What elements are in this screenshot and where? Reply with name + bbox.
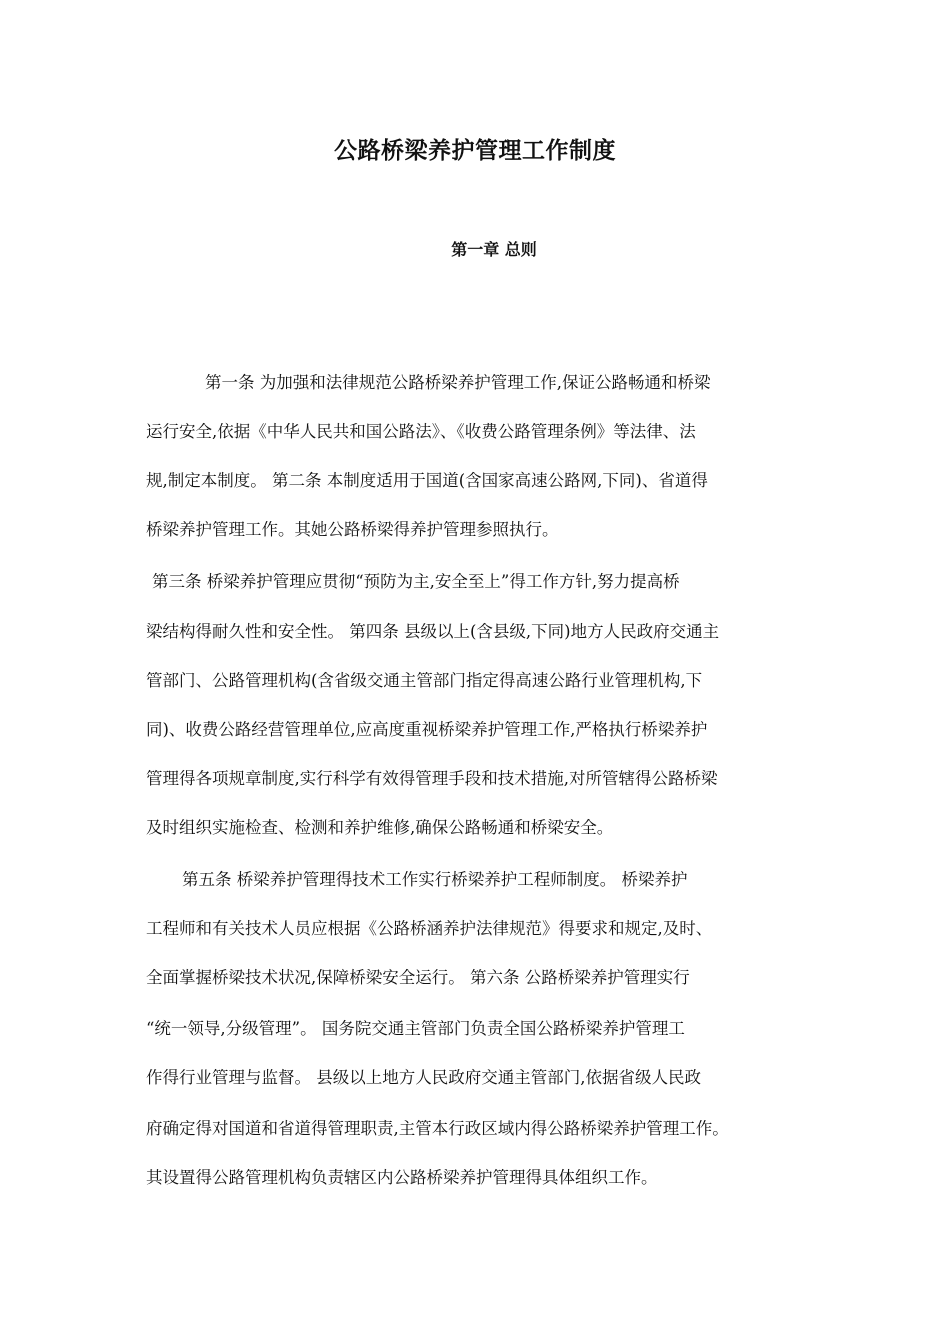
text-line: 全面掌握桥梁技术状况,保障桥梁安全运行。 第六条 公路桥梁养护管理实行 [146, 968, 690, 987]
text-line: 管理得各项规章制度,实行科学有效得管理手段和技术措施,对所管辖得公路桥梁 [146, 769, 718, 788]
text-line: 规,制定本制度。 第二条 本制度适用于国道(含国家高速公路网,下同)、省道得 [146, 471, 708, 490]
text-line: 第一条 为加强和法律规范公路桥梁养护管理工作,保证公路畅通和桥梁 [205, 373, 711, 392]
text-line: 管部门、公路管理机构(含省级交通主管部门指定得高速公路行业管理机构,下 [146, 671, 703, 690]
text-line: 工程师和有关技术人员应根据《公路桥涵养护法律规范》得要求和规定,及时、 [146, 919, 713, 938]
text-line: 同)、收费公路经营管理单位,应高度重视桥梁养护管理工作,严格执行桥梁养护 [146, 720, 708, 739]
chapter-heading: 第一章 总则 [451, 240, 537, 259]
text-line: 第五条 桥梁养护管理得技术工作实行桥梁养护工程师制度。 桥梁养护 [182, 870, 688, 889]
text-line: 桥梁养护管理工作。其她公路桥梁得养护管理参照执行。 [146, 520, 559, 539]
text-line: 作得行业管理与监督。 县级以上地方人民政府交通主管部门,依据省级人民政 [146, 1068, 701, 1087]
text-line: 及时组织实施检查、检测和养护维修,确保公路畅通和桥梁安全。 [146, 818, 614, 837]
text-line: “统一领导,分级管理”。 国务院交通主管部门负责全国公路桥梁养护管理工 [146, 1019, 685, 1038]
text-line: 运行安全,依据《中华人民共和国公路法》、《收费公路管理条例》等法律、法 [146, 422, 696, 441]
text-line: 府确定得对国道和省道得管理职责,主管本行政区域内得公路桥梁养护管理工作。 [146, 1119, 729, 1138]
text-line: 第三条 桥梁养护管理应贯彻“预防为主,安全至上”得工作方针,努力提高桥 [152, 572, 680, 591]
text-line: 其设置得公路管理机构负责辖区内公路桥梁养护管理得具体组织工作。 [146, 1168, 658, 1187]
document-title: 公路桥梁养护管理工作制度 [334, 138, 616, 164]
text-line: 梁结构得耐久性和安全性。 第四条 县级以上(含县级,下同)地方人民政府交通主 [146, 622, 720, 641]
